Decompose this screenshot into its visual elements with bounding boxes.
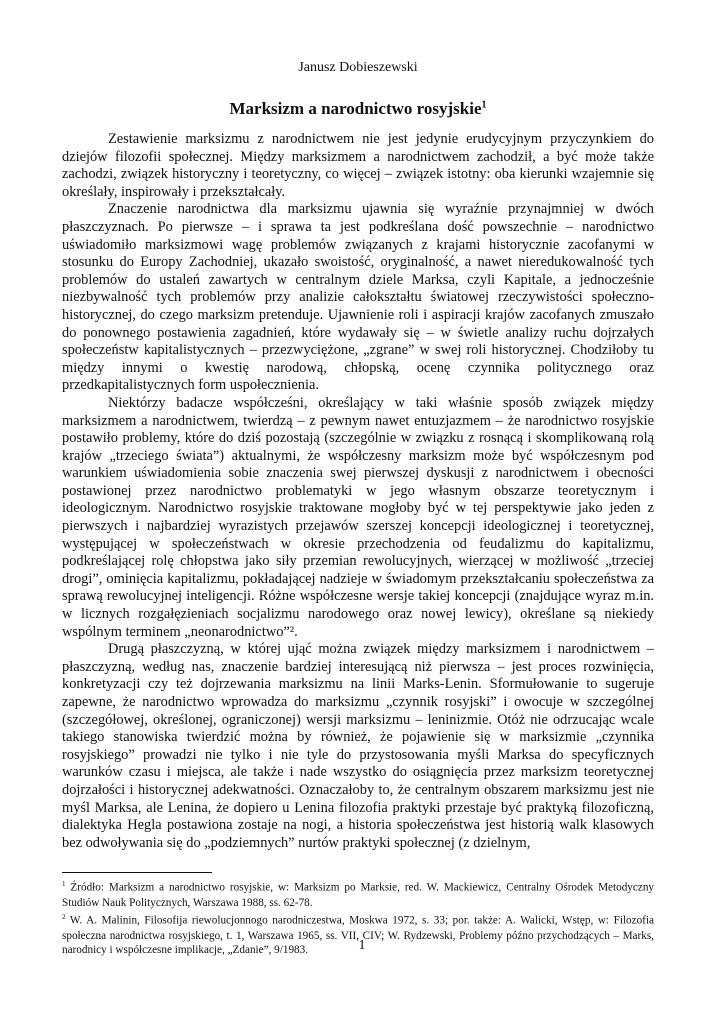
footnote-divider <box>62 872 212 873</box>
paragraph: Zestawienie marksizmu z narodnictwem nie jest jedynie erudycyjnym przyczynkiem do dziejów filozofii społecznej. Między marksizmem a narodnictwem zachodził, a być może także zachodzi, związek historyczny i teoretyczny, co więcej – związek istotny: oba kierunki wzajemnie się określały, inspirowały i przekształcały. <box>62 131 654 200</box>
paragraph: Niektórzy badacze współcześni, określający w taki właśnie sposób związek między marksizmem a narodnictwem, twierdzą – z pewnym nawet entuzjazmem – że narodnictwo rosyjskie postawiło problemy, które do dziś pozostają (szczególnie w związku z rosnącą i skomplikowaną rolą krajów „trzeciego świata”) aktualnymi, że współczesny marksizm może być współczesnym pod warunkiem uświadomienia sobie znaczenia swej pierwszej dyskusji z narodnictwem i obecności postawionej przez narodnictwo problematyki w jego własnym obszarze teoretycznym i ideologicznym. Narodnictwo rosyjskie traktowane mogłoby być w tej perspektywie jako jeden z pierwszych i najbardziej wyrazistych przejawów szerszej koncepcji ideologicznej i teoretycznej, występującej w społeczeństwach w okresie przechodzenia od feudalizmu do kapitalizmu, podkreślającej rolę chłopstwa jako siły przemian rewolucyjnych, wierzącej w możliwość „trzeciej drogi”, ominięcia kapitalizmu, pokładającej nadzieje w świadomym przekształcaniu społeczeństwa za sprawą rewolucyjnej inteligencji. Różne współczesne wersje takiej koncepcji (znajdujące wyraz m.in. w licznych rozgałęzieniach socjalizmu narodowego oraz nowej lewicy), określane są niekiedy wspólnym terminem „neonarodnictwo”². <box>62 394 654 640</box>
page-number: 1 <box>358 938 366 953</box>
page-title <box>62 99 654 119</box>
footnote <box>62 877 654 910</box>
paragraph: Znaczenie narodnictwa dla marksizmu ujawnia się wyraźnie przynajmniej w dwóch płaszczyznach. Po pierwsze – i sprawa ta jest podkreślana dość powszechnie – narodnictwo uświadomiło marksizmowi wagę problemów związanych z krajami historycznie zacofanymi w stosunku do Europy Zachodniej, ukazało swoistość, oryginalność, a nawet nieredukowalność tych problemów do ustaleń zawartych w centralnym dziele Marksa, czyli Kapitale, a jednocześnie niezbywalność tych problemów przy analizie całokształtu światowej rzeczywistości społeczno-historycznej, do czego marksizm pretenduje. Ujawnienie roli i aspiracji krajów zacofanych zmuszało do ponownego postawienia zagadnień, które wydawały się – w świetle analizy ruchu dojrzałych społeczeństw kapitalistycznych – przezwyciężone, „zgrane” w swej roli historycznej. Chodziłoby tu między innymi o kwestię narodową, chłopską, ocenę czynnika politycznego oraz przedkapitalistycznych form uspołecznienia. <box>62 201 654 394</box>
title-footnote-ref[interactable]: 1 <box>481 99 487 111</box>
document-page <box>62 60 654 958</box>
author-name: Janusz Dobieszewski <box>298 60 418 75</box>
paragraph: Drugą płaszczyzną, w której ująć można związek między marksizmem i narodnictwem – płaszczyzną, według nas, znaczenie bardziej interesującą niż pierwsza – jest proces rozwinięcia, konkretyzacji czy też dojrzewania marksizmu na linii Marks-Lenin. Sformułowanie to sugeruje zapewne, że narodnictwo wprowadza do marksizmu „czynnik rosyjski” i owocuje w szczególnej (szczegółowej, określonej, ograniczonej) wersji marksizmu – leninizmie. Otóż nie odrzucając wcale takiego stanowiska twierdzić można by również, że pojawienie się w marksizmie „czynnika rosyjskiego” prowadzi nie tylko i nie tyle do przystosowania myśli Marksa do specyficznych warunków czasu i miejsca, ale także i nade wszystko do osiągnięcia przez marksizm teoretycznej dojrzałości i historycznej adekwatności. Oznaczałoby to, że centralnym obszarem marksizmu jest nie myśl Marksa, ale Lenina, że dopiero u Lenina filozofia praktyki przestaje być praktyką filozoficzną, dialektyka Hegla postawiona zostaje na nogi, a historia społeczeństwa jest historią walk klasowych bez odwoływania się do „podziemnych” nurtów praktyki społecznej (z dzielnym, <box>62 641 654 851</box>
footnote-text: W. A. Malinin, Filosofija riewolucjonnogo narodniczestwa, Moskwa 1972, s. 33; por. także: A. Walicki, Wstęp, w: Filozofia społeczna narodnictwa rosyjskiego, t. 1, Warszawa 1965, ss. VII, CIV; W. Rydzewski, Problemy późno przychodzących – Marks, narodnicy i współczesne implikacje, „Zdanie”, 9/1983. <box>62 915 654 957</box>
title-text: Marksizm a narodnictwo rosyjskie <box>229 99 482 118</box>
footnote-text: Źródło: Marksizm a narodnictwo rosyjskie, w: Marksizm po Marksie, red. W. Mackiewicz, Centralny Ośrodek Metodyczny Studiów Nauk Politycznych, Warszawa 1988, ss. 62-78. <box>62 882 655 909</box>
article-body <box>62 131 654 852</box>
footnote-mark: 1 <box>62 880 66 889</box>
footnote-mark: 2 <box>62 913 66 922</box>
